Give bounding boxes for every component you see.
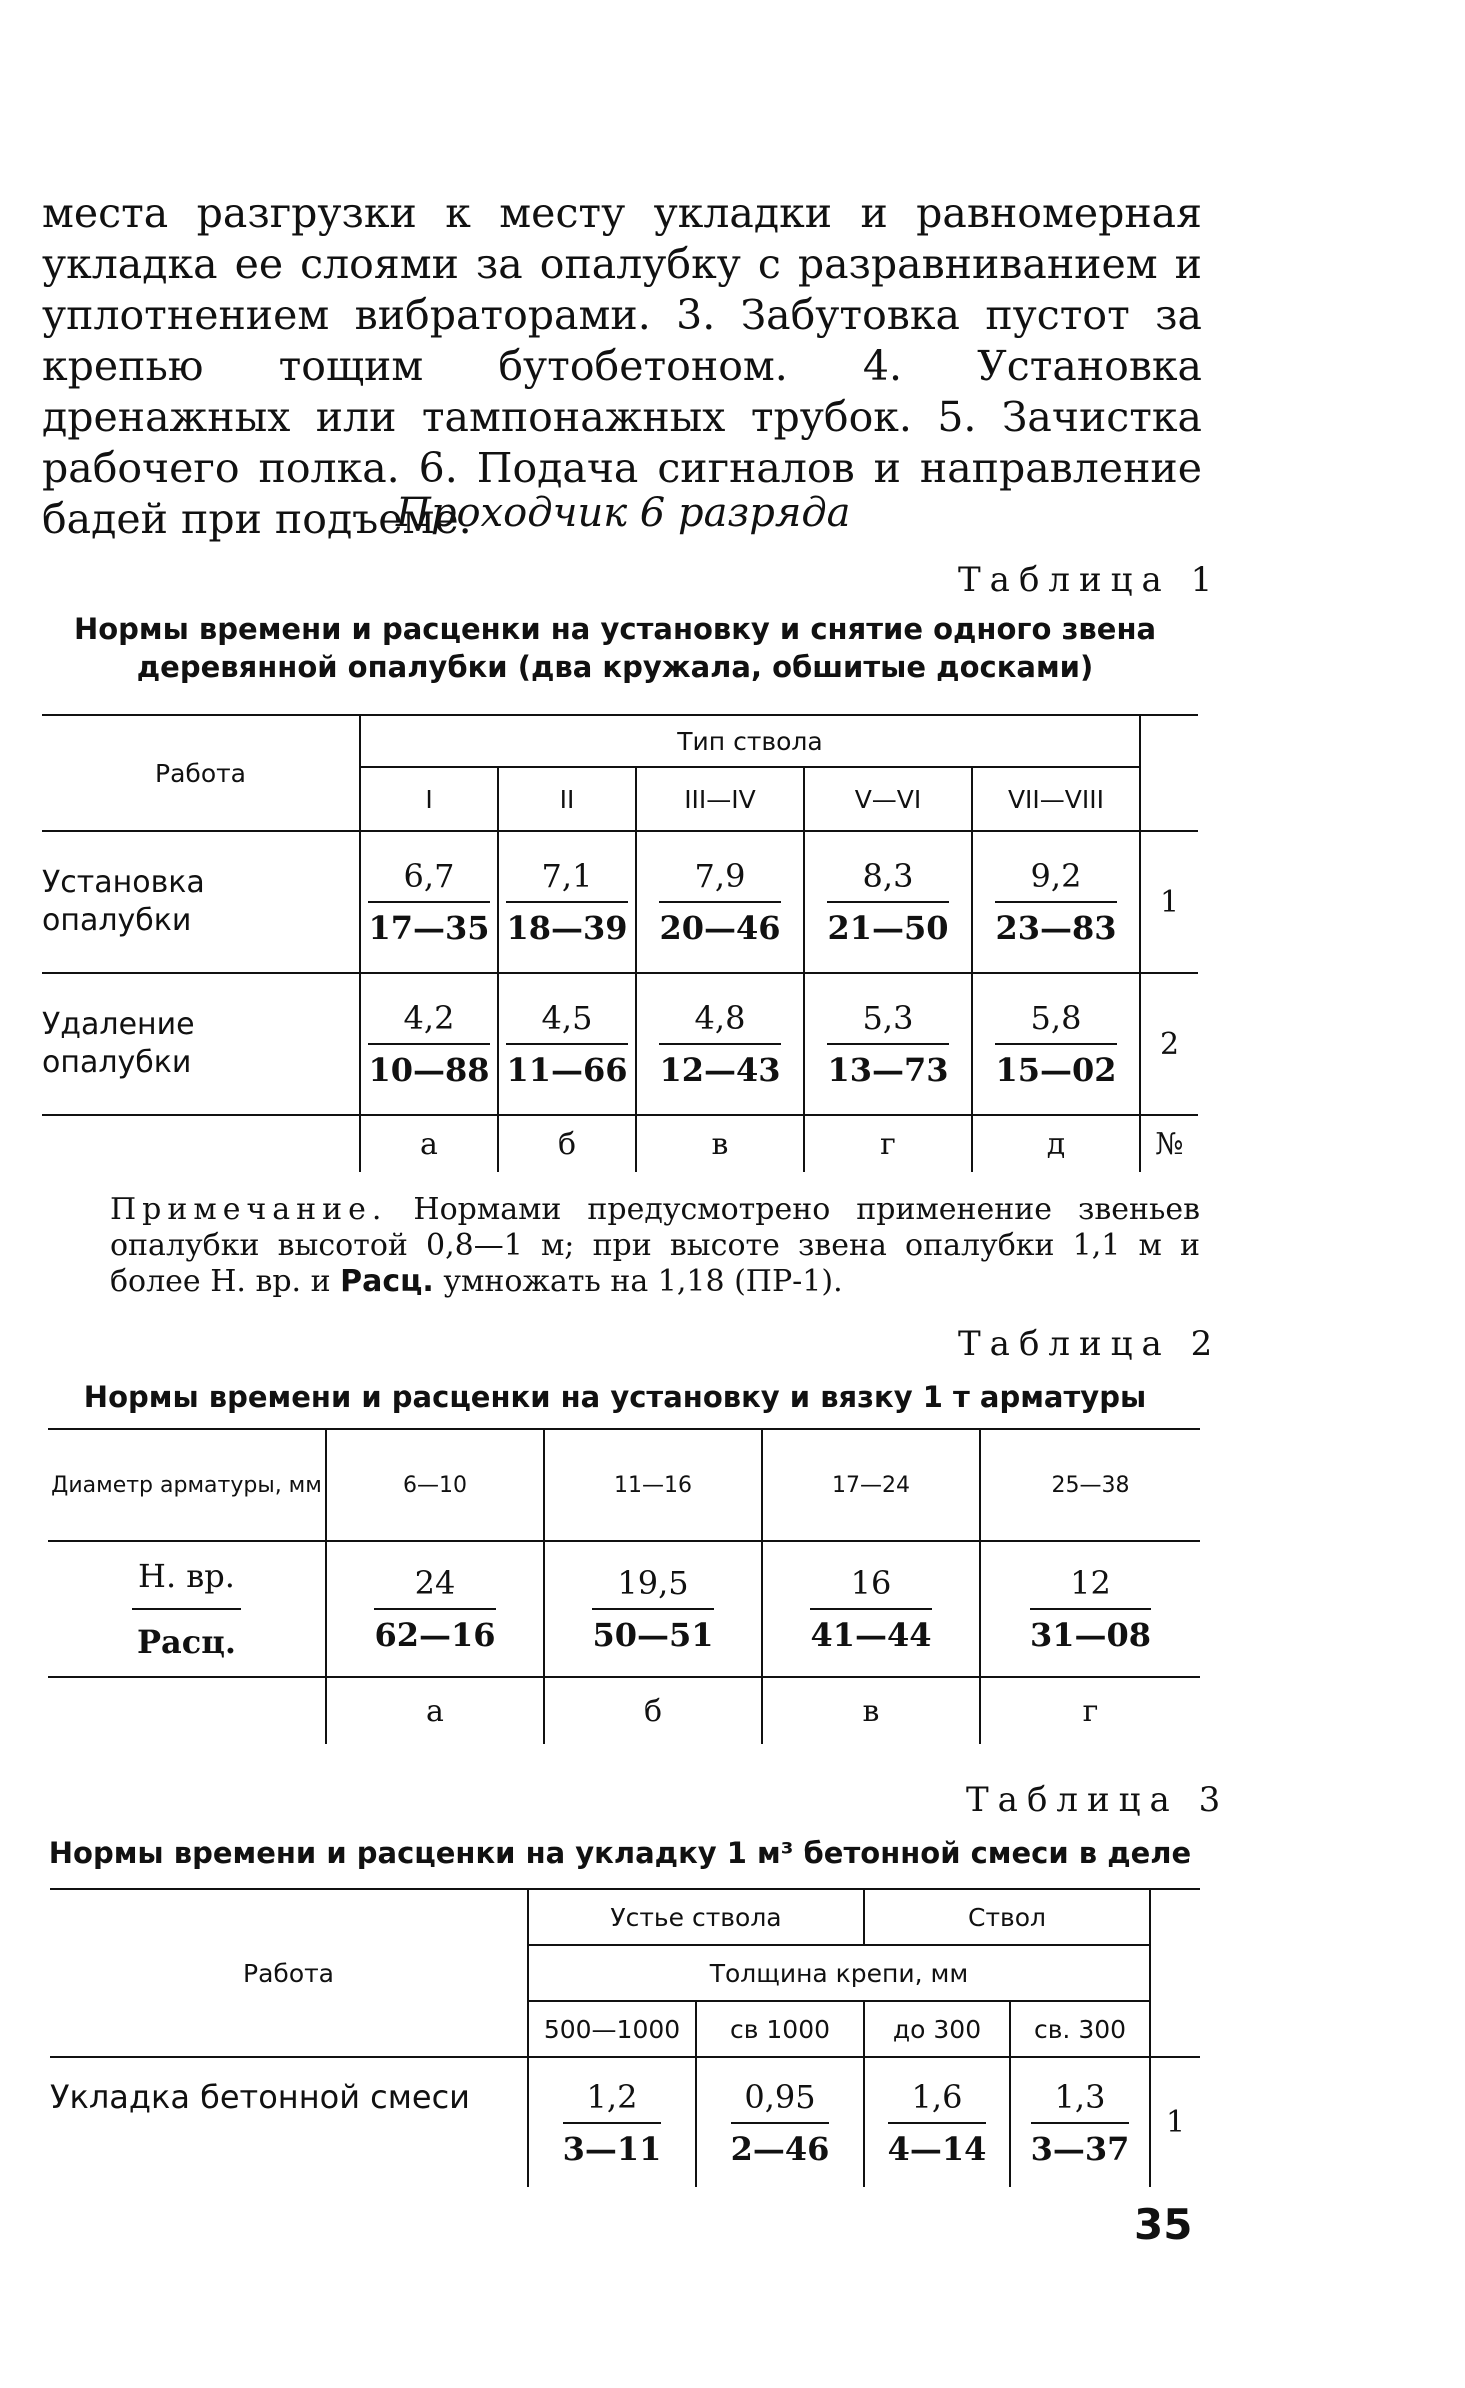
norm-time: 7,9 bbox=[659, 857, 780, 903]
norm-time: 7,1 bbox=[506, 857, 627, 903]
rate: 50—51 bbox=[592, 1616, 714, 1654]
table3-group-shaft: Ствол bbox=[864, 1889, 1150, 1945]
table2-col-header: 11—16 bbox=[544, 1429, 762, 1541]
norm-time: 5,3 bbox=[827, 999, 948, 1045]
column-letter: б bbox=[498, 1115, 636, 1172]
table3-col-header: до 300 bbox=[864, 2001, 1010, 2057]
table1-row-label: Удаление опалубки bbox=[42, 973, 360, 1115]
norm-time: 4,5 bbox=[506, 999, 627, 1045]
table-row bbox=[50, 2057, 1200, 2187]
rate: 15—02 bbox=[995, 1051, 1117, 1089]
table1-label: Таблица 1 bbox=[958, 560, 1222, 600]
column-letter: г bbox=[804, 1115, 972, 1172]
rate: 20—46 bbox=[659, 909, 781, 947]
norm-time: 4,8 bbox=[659, 999, 780, 1045]
column-letter: д bbox=[972, 1115, 1140, 1172]
rate: 21—50 bbox=[827, 909, 949, 947]
rate: 10—88 bbox=[368, 1051, 490, 1089]
table-row bbox=[42, 831, 1198, 973]
norm-time: 19,5 bbox=[592, 1564, 713, 1610]
intro-text: места разгрузки к месту укладки и равномерная укладка ее слоями за опалубку с разравниванием и уплотнением вибраторами. 3. Забутовка пустот за крепью тощим бутобетоном. 4. Установка дренажных или тампонажных трубок. 5. Зачистка рабочего полка. 6. Подача сигналов и направление бадей при подъеме. bbox=[42, 189, 1202, 543]
note-label: Примечание. bbox=[110, 1192, 388, 1227]
table1-title: Нормы времени и расценки на установку и снятие одного звена деревянной опалубки (два кружала, обшитые досками) bbox=[73, 612, 1157, 684]
table1-col-header: I bbox=[360, 767, 498, 831]
norm-time: 24 bbox=[374, 1564, 495, 1610]
row-number: 1 bbox=[1140, 831, 1198, 973]
number-sign: № bbox=[1140, 1115, 1198, 1172]
table3-row-label: Укладка бетонной смеси bbox=[50, 2078, 470, 2116]
table3 bbox=[50, 1888, 1200, 2187]
rate: 13—73 bbox=[827, 1051, 949, 1089]
table2-header-diameter: Диаметр арматуры, мм bbox=[51, 1472, 322, 1498]
norm-time: 1,6 bbox=[888, 2078, 987, 2124]
table3-group-mouth: Устье ствола bbox=[528, 1889, 864, 1945]
table1-col-header: V—VI bbox=[804, 767, 972, 831]
table2-title: Нормы времени и расценки на установку и вязку 1 т арматуры bbox=[83, 1380, 1147, 1414]
note-bold: Расц. bbox=[340, 1264, 434, 1299]
column-letter: а bbox=[326, 1677, 544, 1744]
norm-time: 1,2 bbox=[563, 2078, 662, 2124]
table3-col-header: св 1000 bbox=[696, 2001, 864, 2057]
row-label-norm: Н. вр. bbox=[132, 1550, 241, 1610]
note-text: Нормами предусмотрено применение звеньев опалубки высотой 0,8—1 м; при высоте звена опалубки 1,1 м и более Н. вр. и bbox=[110, 1192, 1200, 1299]
rate: 3—37 bbox=[1030, 2129, 1130, 2168]
table3-thickness-header: Толщина крепи, мм bbox=[528, 1945, 1150, 2001]
table1-note bbox=[110, 1192, 1200, 1300]
row-label-rate: Расц. bbox=[136, 1623, 237, 1661]
norm-time: 6,7 bbox=[368, 857, 489, 903]
table1 bbox=[42, 714, 1198, 1172]
rate: 2—46 bbox=[730, 2129, 830, 2168]
table2-label: Таблица 2 bbox=[958, 1324, 1222, 1364]
table2-col-header: 6—10 bbox=[326, 1429, 544, 1541]
table1-row-label: Установка опалубки bbox=[42, 831, 360, 973]
norm-time: 1,3 bbox=[1031, 2078, 1130, 2124]
table3-title: Нормы времени и расценки на укладку 1 м³ бетонной смеси в деле bbox=[48, 1836, 1192, 1870]
rate: 11—66 bbox=[506, 1051, 628, 1089]
table3-col-header: 500—1000 bbox=[528, 2001, 696, 2057]
note-text-end: умножать на 1,18 (ПР-1). bbox=[433, 1264, 843, 1299]
column-letter: г bbox=[980, 1677, 1200, 1744]
table1-column-letters bbox=[42, 1115, 1198, 1172]
column-letter: а bbox=[360, 1115, 498, 1172]
norm-time: 5,8 bbox=[995, 999, 1116, 1045]
table2-col-header: 25—38 bbox=[980, 1429, 1200, 1541]
rate: 4—14 bbox=[887, 2129, 987, 2168]
table3-col-header: св. 300 bbox=[1010, 2001, 1150, 2057]
norm-time: 0,95 bbox=[731, 2078, 830, 2124]
rate: 41—44 bbox=[810, 1616, 932, 1654]
table2-col-header: 17—24 bbox=[762, 1429, 980, 1541]
column-letter: в bbox=[636, 1115, 804, 1172]
table-row bbox=[48, 1541, 1200, 1677]
table1-col-header: III—IV bbox=[636, 767, 804, 831]
column-letter: б bbox=[544, 1677, 762, 1744]
rate: 18—39 bbox=[506, 909, 628, 947]
rank-heading: Проходчик 6 разряда bbox=[396, 490, 851, 536]
row-number: 2 bbox=[1140, 973, 1198, 1115]
norm-time: 12 bbox=[1030, 1564, 1151, 1610]
table3-work-header: Работа bbox=[243, 1958, 334, 1988]
column-letter: в bbox=[762, 1677, 980, 1744]
rate: 17—35 bbox=[368, 909, 490, 947]
table1-col-header: II bbox=[498, 767, 636, 831]
rate: 3—11 bbox=[562, 2129, 662, 2168]
rate: 31—08 bbox=[1029, 1616, 1152, 1654]
norm-time: 8,3 bbox=[827, 857, 948, 903]
table1-col-header: VII—VIII bbox=[972, 767, 1140, 831]
row-number: 1 bbox=[1150, 2057, 1200, 2187]
rate: 23—83 bbox=[995, 909, 1117, 947]
page-number: 35 bbox=[1134, 2200, 1193, 2249]
table1-work-header: Работа bbox=[155, 758, 246, 788]
norm-time: 16 bbox=[810, 1564, 931, 1610]
table-row bbox=[42, 973, 1198, 1115]
table3-label: Таблица 3 bbox=[966, 1780, 1230, 1820]
norm-time: 9,2 bbox=[995, 857, 1116, 903]
table2 bbox=[48, 1428, 1200, 1744]
rate: 12—43 bbox=[659, 1051, 781, 1089]
rate: 62—16 bbox=[374, 1616, 496, 1654]
table1-group-header: Тип ствола bbox=[360, 715, 1140, 767]
norm-time: 4,2 bbox=[368, 999, 489, 1045]
table2-column-letters bbox=[48, 1677, 1200, 1744]
